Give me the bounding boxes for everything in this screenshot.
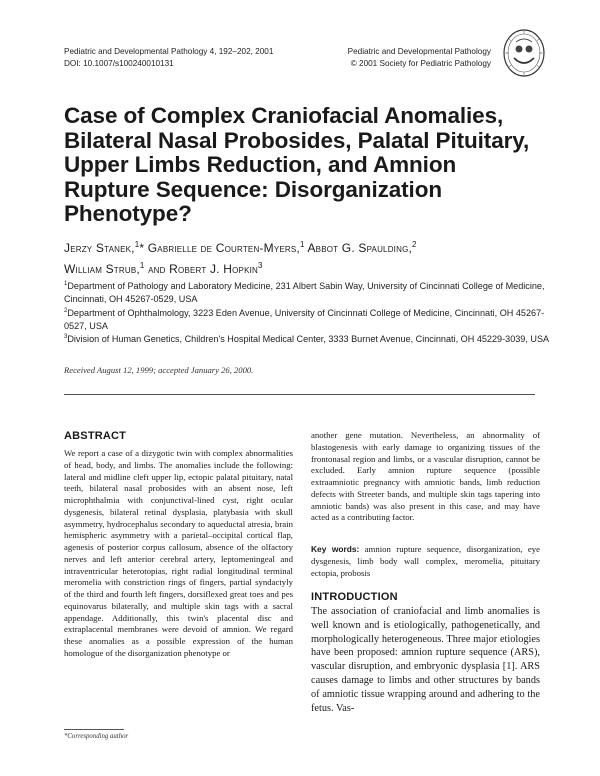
keywords-label: Key words: [311,544,360,554]
society-seal-logo-icon [502,28,546,78]
affiliation-marker: 1 [134,240,140,249]
affiliation-number: 2 [64,308,68,314]
affiliation [64,331,554,346]
author-conjunction: and [148,262,166,276]
introduction-text: The association of craniofacial and limb anomalies is well known and is etiologically, pathogenetically, and morphologically heterogeneous. Three major etiologies have been proposed: amnion rupture sequence (ARS), vascular disruption, and embryonic dysplasia [1]. ARS causes damage to limbs and other structures by bands of amniotic tissue wrapping around and adhering to the fetus. Vas- [311,606,540,714]
keywords-text: amnion rupture sequence, disorganization, eye dysgenesis, limb body wall complex, meromelia, pituitary ectopia, probosis [311,544,540,578]
author-name: Abbot G. Spaulding, [307,241,413,255]
corresponding-marker: * [139,241,145,255]
affiliation-number: 3 [64,334,68,340]
author-name: Gabrielle de Courten-Myers, [147,241,300,255]
section-divider [64,394,535,395]
abstract-text-left: We report a case of a dizygotic twin with complex abnormalities of head, body, and limbs. The anomalies include the following: lateral and midline cleft upper lip, ectopic palatal pituitary, natal teeth, bilateral nasal probosides with an absent nose, left microphthalmia with conjunctival-lined cyst, right ocular dysgenesis, bilateral retinal dysplasia, platybasia with skull asymmetry, hydrocephalus secondary to aqueductal atresia, brain hemispheric asymmetry with a parietal–occipital cortical flap, agenesis of posterior corpus callosum, absence of the olfactory nerves and left anterior cerebral artery, leptomeningeal and intraventricular heterotopias, right radial longitudinal terminal meromelia with constriction rings of fingers, partial syndactyly of the third and fourth left fingers, dorsiflexed great toes and pes equinovarus bilaterally, and multiple skin tags with a sacral appendage. Additionally, this twin's placental disc and extraplacental membranes were devoid of amnion. We regard these anomalies as a possible expression of the human homologue of the disorganization phenotype or [64,448,293,658]
footnote-rule [64,729,124,730]
affiliation-marker: 3 [258,261,263,270]
affiliation-marker: 1 [299,240,305,249]
affiliation [64,305,554,333]
copyright-line: © 2001 Society for Pediatric Pathology [350,59,491,68]
doi-line: DOI: 10.1007/s100240010131 [64,59,174,68]
journal-citation-line: Pediatric and Developmental Pathology 4, 192–202, 2001 [64,47,274,56]
author-list [64,236,544,278]
article-title: Case of Complex Craniofacial Anomalies, Bilateral Nasal Probosides, Palatal Pituitary, Upper Limbs Reduction, and Amnion Rupture Sequence: Disorganization Phenotype? [64,103,530,227]
journal-citation [64,46,273,70]
affiliation-text: Department of Pathology and Laboratory Medicine, 231 Albert Sabin Way, University of Cincinnati College of Medicine, Cincinnati, OH 45267-0529, USA [64,281,545,305]
author-name: Robert J. Hopkin [169,262,259,276]
abstract-heading: ABSTRACT [64,430,127,442]
affiliation-text: Department of Ophthalmology, 3223 Eden Avenue, University of Cincinnati College of Medicine, Cincinnati, OH 45267-0527, USA [64,308,545,332]
footnote: *Corresponding author [64,733,129,740]
affiliation [64,278,554,306]
received-dates: Received August 12, 1999; accepted January 26, 2000. [64,365,254,375]
affiliation-number: 1 [64,281,68,287]
keywords [311,544,540,579]
journal-name-line: Pediatric and Developmental Pathology [347,47,491,56]
journal-publisher [343,46,491,70]
affiliation-marker: 2 [412,240,417,249]
introduction-heading: INTRODUCTION [311,591,398,603]
abstract-text-right: another gene mutation. Nevertheless, an abnormality of blastogenesis with early damage to organizing tissues of the frontonasal region and limbs, or a vascular disruption, cannot be excluded. Early amnion rupture sequence (possible extraamniotic pregnancy with amniotic bands, limb reduction defects with Streeter bands, and multiple skin tags tapering into amniotic bands) was also present in this case, and may have acted as a contributing factor. [311,430,540,523]
author-name: William Strub, [64,262,140,276]
affiliation-marker: 1 [139,261,145,270]
author-name: Jerzy Stanek, [64,241,135,255]
affiliation-text: Division of Human Genetics, Children's Hospital Medical Center, 3333 Burnet Avenue, Cincinnati, OH 45229-3039, USA [67,334,550,345]
